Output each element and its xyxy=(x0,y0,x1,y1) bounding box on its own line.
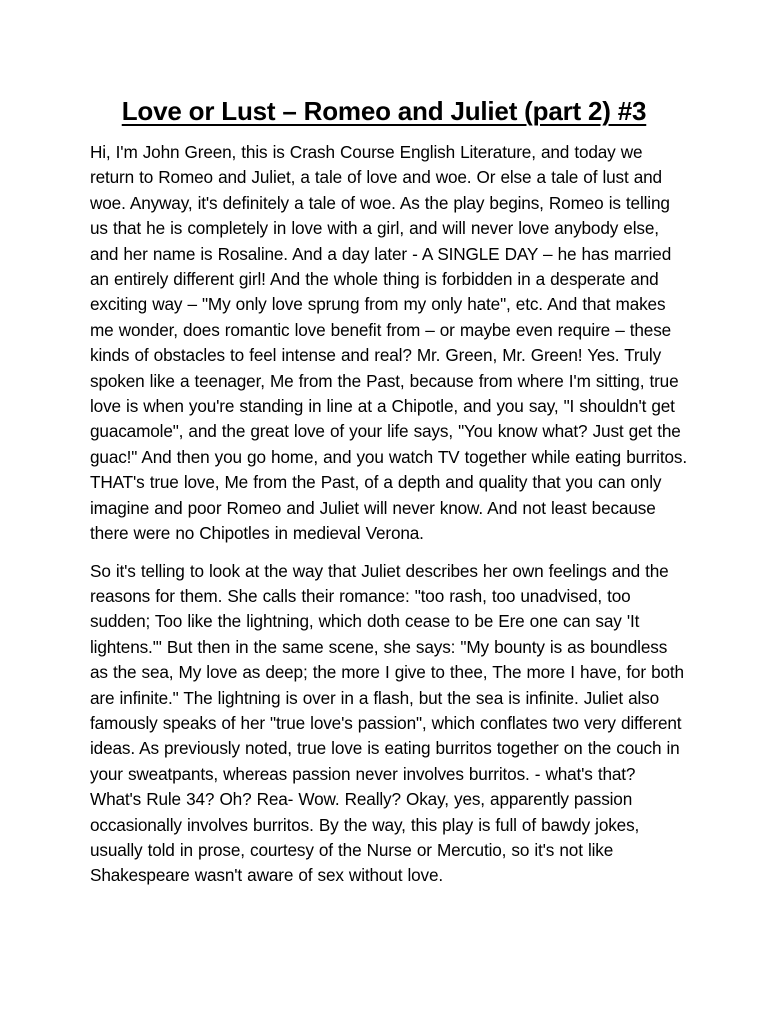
paragraph-2: So it's telling to look at the way that Juliet describes her own feelings and the reasons for them. She calls their romance: "too rash, too unadvised, too sudden; Too like the lightning, which doth cease to be Ere one can say 'It lightens.'" But then in the same scene, she says: "My bounty is as boundless as the sea, My love as deep; the more I give to thee, The more I have, for both are infinite." The lightning is over in a flash, but the sea is infinite. Juliet also famously speaks of her "true love's passion", which conflates two very different ideas. As previously noted, true love is eating burritos together on the couch in your sweatpants, whereas passion never involves burritos. - what's that? What's Rule 34? Oh? Rea- Wow. Really? Okay, yes, apparently passion occasionally involves burritos. By the way, this play is full of bawdy jokes, usually told in prose, courtesy of the Nurse or Mercutio, so it's not like Shakespeare wasn't aware of sex without love. xyxy=(90,560,684,886)
document-title: Love or Lust – Romeo and Juliet (part 2) #3 xyxy=(121,96,647,126)
paragraph-1: Hi, I'm John Green, this is Crash Course English Literature, and today we return to Romeo and Juliet, a tale of love and woe. Or else a tale of lust and woe. Anyway, it's definitely a tale of woe. As the play begins, Romeo is telling us that he is completely in love with a girl, and will never love anybody else, and her name is Rosaline. And a day later - A SINGLE DAY – he has married an entirely different girl! And the whole thing is forbidden in a desperate and exciting way – "My only love sprung from my only hate", etc. And that makes me wonder, does romantic love benefit from – or maybe even require – these kinds of obstacles to feel intense and real? Mr. Green, Mr. Green! Yes. Truly spoken like a teenager, Me from the Past, because from where I'm sitting, true love is when you're standing in line at a Chipotle, and you say, "I shouldn't get guacamole", and the great love of your life says, "You know what? Just get the guac!" And then you go home, and you watch TV together while eating burritos. THAT's true love, Me from the Past, of a depth and quality that you can only imagine and poor Romeo and Juliet will never know. And not least because there were no Chipotles in medieval Verona. xyxy=(90,142,687,544)
document-body xyxy=(90,140,690,901)
